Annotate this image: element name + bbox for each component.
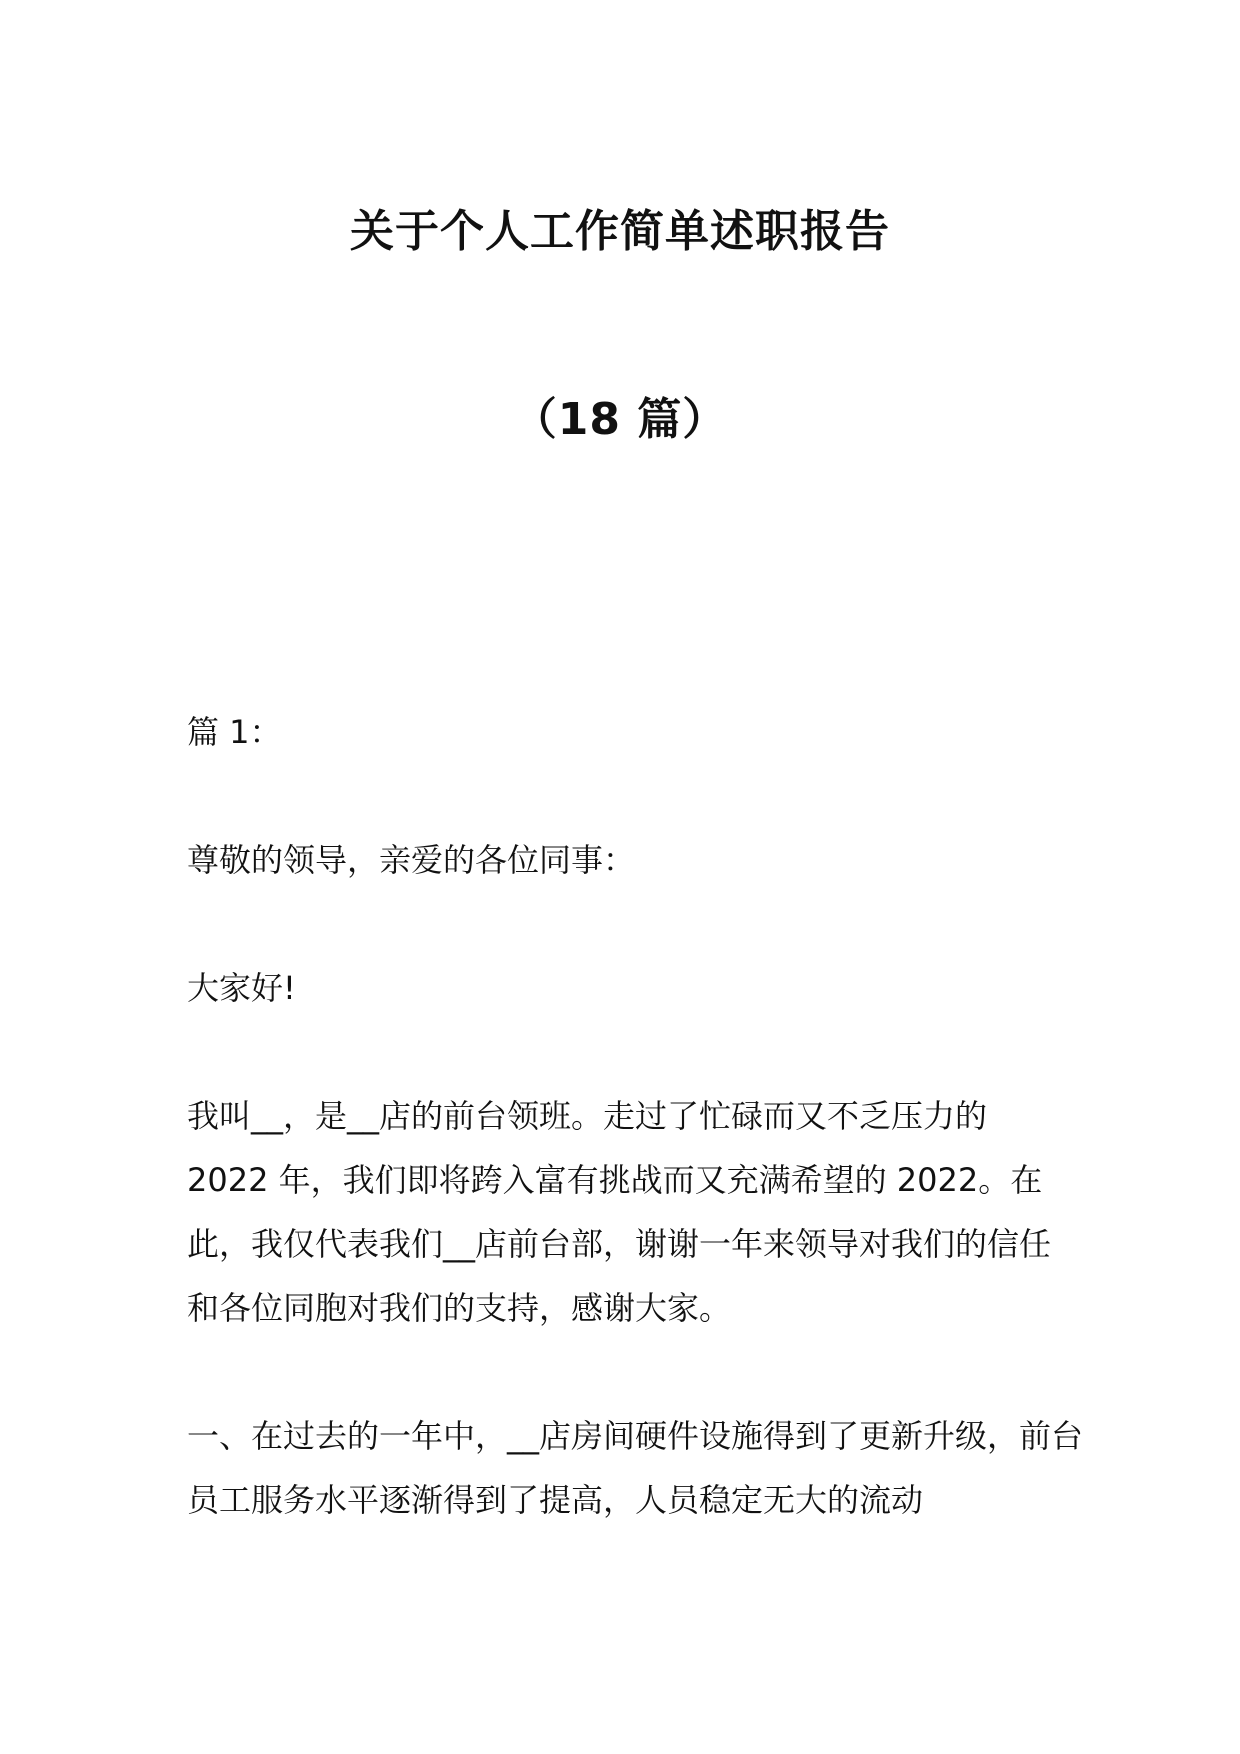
salutation: 尊敬的领导，亲爱的各位同事： <box>187 841 636 879</box>
document-subtitle: （18 篇） <box>512 394 728 445</box>
body-paragraph: 一、在过去的一年中，__店房间硬件设施得到了更新升级，前台员工服务水平逐渐得到了提高，人员稳定无大的流动 <box>187 1417 1084 1519</box>
document-title: 关于个人工作简单述职报告 <box>350 206 890 257</box>
greeting: 大家好! <box>187 969 296 1007</box>
section-heading: 篇 1： <box>187 713 282 751</box>
intro-paragraph: 我叫__，是__店的前台领班。走过了忙碌而又不乏压力的 2022 年，我们即将跨入富有挑战而又充满希望的 2022。在此，我仅代表我们__店前台部，谢谢一年来领导对我们的信任和各位同胞对我们的支持，感谢大家。 <box>187 1097 1052 1327</box>
